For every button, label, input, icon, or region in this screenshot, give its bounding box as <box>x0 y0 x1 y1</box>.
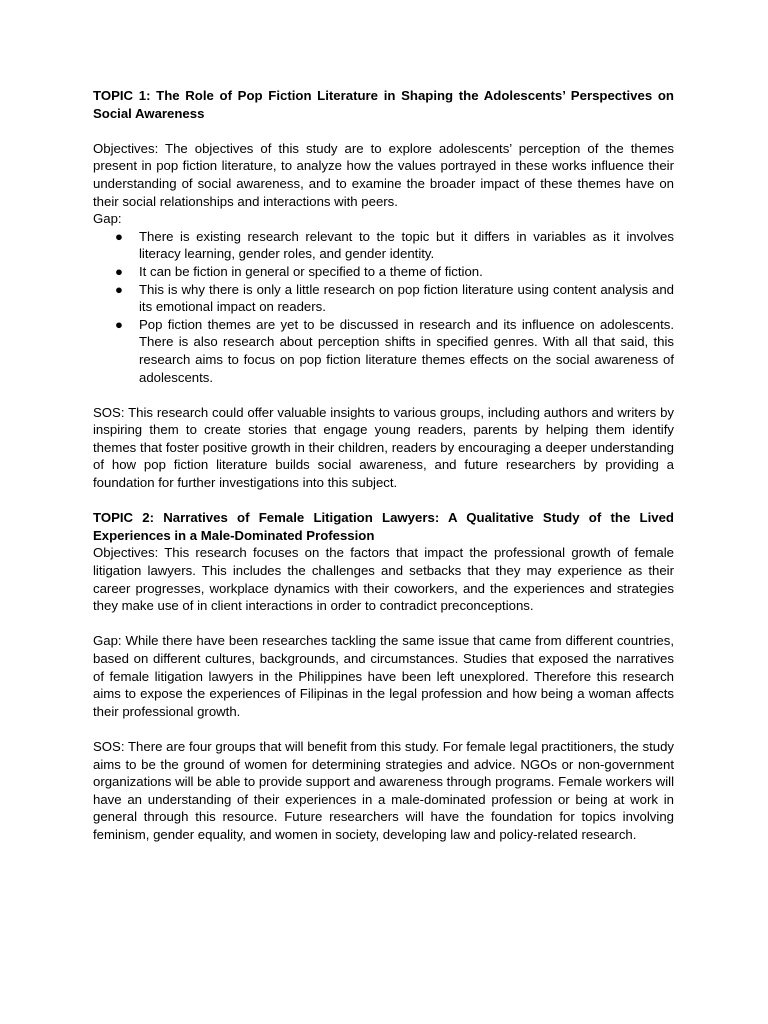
spacer <box>93 615 674 633</box>
list-item-text: It can be fiction in general or specified to a theme of fiction. <box>139 263 483 279</box>
spacer <box>93 386 674 404</box>
topic1-gap-list <box>93 228 674 386</box>
topic2-objectives: Objectives: This research focuses on the factors that impact the professional growth of female litigation lawyers. This includes the challenges and setbacks that they may experience as their career progresses, workplace dynamics with their coworkers, and the experiences and strategies they make use of in client interactions in order to contradict preconceptions. <box>93 545 674 614</box>
topic1-objectives: Objectives: The objectives of this study are to explore adolescents’ perception of the themes present in pop fiction literature, to analyze how the values portrayed in these works influence their understanding of social awareness, and to examine the broader impact of these themes have on their social relationships and interactions with peers. <box>93 140 674 209</box>
topic2-title: TOPIC 2: Narratives of Female Litigation Lawyers: A Qualitative Study of the Lived Experiences in a Male-Dominated Profession <box>93 510 674 543</box>
topic2-gap: Gap: While there have been researches tackling the same issue that came from different countries, based on different cultures, backgrounds, and circumstances. Studies that exposed the narratives of female litigation lawyers in the Philippines have been left unexplored. Therefore this research aims to expose the experiences of Filipinas in the legal profession and how being a woman affects their professional growth. <box>93 633 674 719</box>
topic2-sos: SOS: There are four groups that will benefit from this study. For female legal practitioners, the study aims to be the ground of women for determining strategies and advice. NGOs or non-government organizations will be able to provide support and awareness through programs. Female workers will have an understanding of their experiences in a male-dominated profession or being at work in general through this resource. Future researchers will have the foundation for topics involving feminism, gender equality, and women in society, developing law and policy-related research. <box>93 738 674 842</box>
list-item-text: There is existing research relevant to the topic but it differs in variables as it involves literacy learning, gender roles, and gender identity. <box>139 228 674 262</box>
list-item <box>93 228 674 263</box>
topic1-sos: SOS: This research could offer valuable insights to various groups, including authors and writers by inspiring them to create stories that engage young readers, parents by helping them identify themes that foster positive growth in their children, readers by encouraging a deeper understanding of how pop fiction literature builds social awareness, and future researchers by providing a foundation for further investigations into this subject. <box>93 404 674 491</box>
topic1-gap-label: Gap: <box>93 211 122 227</box>
bullet-icon: ● <box>115 228 123 244</box>
list-item <box>93 263 674 281</box>
topic1-title: TOPIC 1: The Role of Pop Fiction Literature in Shaping the Adolescents’ Perspectives on Social Awareness <box>93 88 674 121</box>
bullet-icon: ● <box>115 263 123 279</box>
spacer <box>93 122 674 140</box>
spacer <box>93 492 674 510</box>
spacer <box>93 720 674 738</box>
bullet-icon: ● <box>115 281 123 297</box>
list-item-text: Pop fiction themes are yet to be discussed in research and its influence on adolescents. There is also research about perception shifts in specified genres. With all that said, this research aims to focus on pop fiction literature themes effects on the social awareness of adolescents. <box>139 316 674 385</box>
list-item <box>93 316 674 386</box>
list-item-text: This is why there is only a little research on pop fiction literature using content analysis and its emotional impact on readers. <box>139 281 674 315</box>
bullet-icon: ● <box>115 316 123 332</box>
list-item <box>93 281 674 316</box>
document-page <box>93 87 674 844</box>
